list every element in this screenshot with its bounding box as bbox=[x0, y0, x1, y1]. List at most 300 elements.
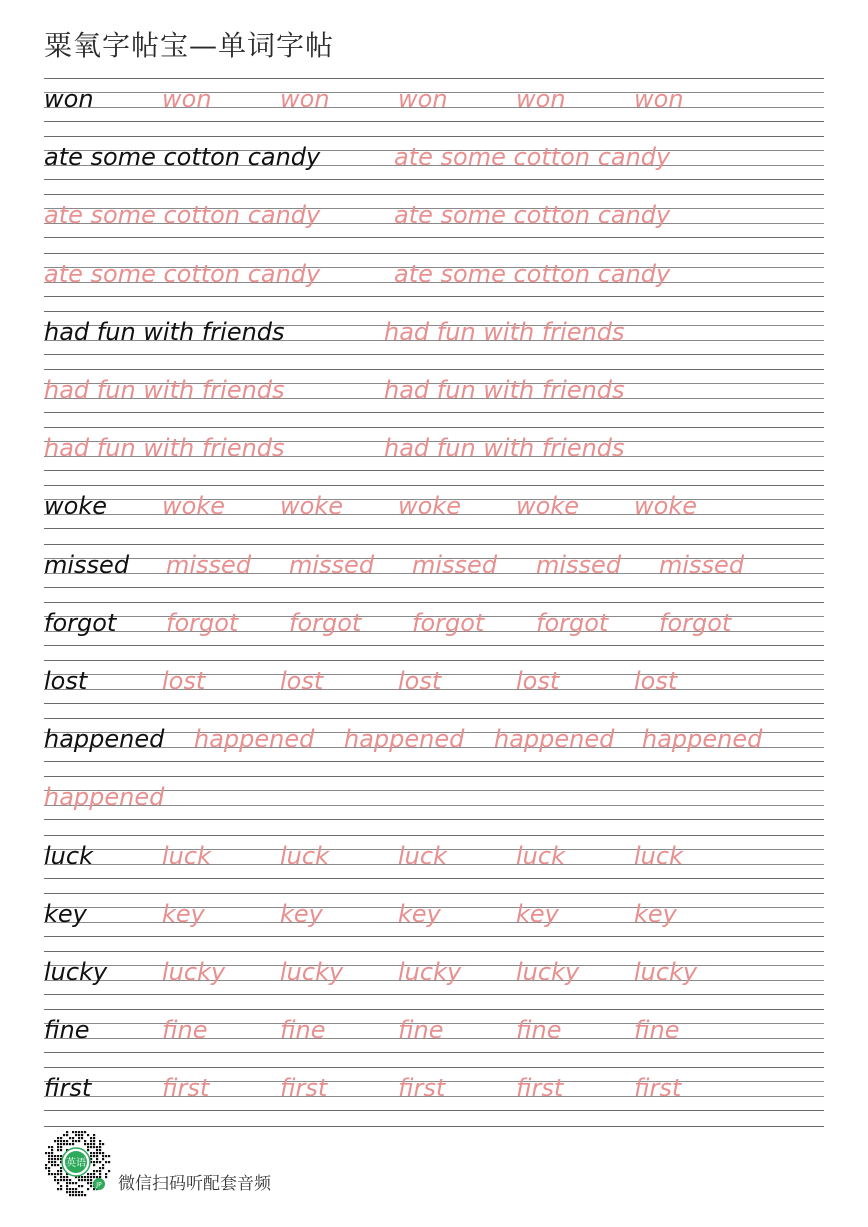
guide-line bbox=[44, 587, 824, 588]
trace-word: had fun with friends bbox=[384, 434, 625, 462]
qr-module bbox=[48, 1146, 50, 1148]
qr-module bbox=[57, 1149, 59, 1151]
qr-module bbox=[54, 1155, 56, 1157]
qr-module bbox=[75, 1182, 77, 1184]
qr-module bbox=[45, 1152, 47, 1154]
qr-module bbox=[75, 1188, 77, 1190]
qr-module bbox=[78, 1179, 80, 1181]
trace-word: happened bbox=[44, 783, 165, 811]
trace-word: missed bbox=[289, 551, 375, 579]
trace-word: key bbox=[280, 900, 323, 928]
qr-module bbox=[81, 1137, 83, 1139]
qr-module bbox=[78, 1191, 80, 1193]
qr-module bbox=[90, 1179, 92, 1181]
qr-module bbox=[99, 1167, 101, 1169]
qr-module bbox=[99, 1170, 101, 1172]
guide-line bbox=[44, 602, 824, 603]
qr-module bbox=[105, 1173, 107, 1175]
qr-module bbox=[72, 1143, 74, 1145]
qr-module bbox=[63, 1134, 65, 1136]
model-word: woke bbox=[44, 492, 107, 520]
guide-line bbox=[44, 237, 824, 238]
qr-module bbox=[75, 1191, 77, 1193]
guide-line bbox=[44, 1067, 824, 1068]
qr-module bbox=[90, 1137, 92, 1139]
qr-module bbox=[78, 1194, 80, 1196]
guide-line bbox=[44, 296, 824, 297]
qr-module bbox=[96, 1176, 98, 1178]
page-title: 粟氧字帖宝—单词字帖 bbox=[44, 29, 335, 62]
guide-line bbox=[44, 136, 824, 137]
guide-line bbox=[44, 893, 824, 894]
trace-word: forgot bbox=[659, 609, 732, 637]
guide-line bbox=[44, 1009, 824, 1010]
trace-word: ate some cotton candy bbox=[394, 260, 671, 288]
trace-word: happened bbox=[642, 725, 763, 753]
qr-module bbox=[51, 1152, 53, 1154]
qr-module bbox=[99, 1152, 101, 1154]
qr-module bbox=[84, 1176, 86, 1178]
trace-word: had fun with friends bbox=[384, 376, 625, 404]
qr-module bbox=[90, 1146, 92, 1148]
qr-module bbox=[75, 1134, 77, 1136]
practice-row bbox=[44, 544, 824, 602]
model-word: won bbox=[44, 85, 94, 113]
qr-module bbox=[90, 1152, 92, 1154]
qr-module bbox=[105, 1155, 107, 1157]
qr-module bbox=[48, 1155, 50, 1157]
qr-module bbox=[108, 1161, 110, 1163]
qr-module bbox=[51, 1146, 53, 1148]
trace-word: luck bbox=[634, 842, 683, 870]
guide-line bbox=[44, 179, 824, 180]
qr-module bbox=[57, 1164, 59, 1166]
qr-module bbox=[69, 1179, 71, 1181]
qr-module bbox=[54, 1140, 56, 1142]
trace-word: woke bbox=[516, 492, 579, 520]
qr-module bbox=[48, 1173, 50, 1175]
practice-row bbox=[44, 485, 824, 543]
qr-module bbox=[54, 1164, 56, 1166]
qr-module bbox=[84, 1131, 86, 1133]
qr-module bbox=[63, 1143, 65, 1145]
qr-module bbox=[102, 1155, 104, 1157]
qr-module bbox=[96, 1149, 98, 1151]
qr-module bbox=[81, 1131, 83, 1133]
qr-module bbox=[93, 1176, 95, 1178]
practice-row bbox=[44, 951, 824, 1009]
trace-word: woke bbox=[398, 492, 461, 520]
trace-word: won bbox=[634, 85, 684, 113]
model-word: lucky bbox=[44, 958, 108, 986]
qr-module bbox=[57, 1182, 59, 1184]
guide-line bbox=[44, 194, 824, 195]
qr-module bbox=[81, 1134, 83, 1136]
qr-module bbox=[45, 1164, 47, 1166]
guide-line bbox=[44, 776, 824, 777]
qr-module bbox=[57, 1140, 59, 1142]
guide-line bbox=[44, 835, 824, 836]
trace-word: key bbox=[516, 900, 559, 928]
practice-row bbox=[44, 427, 824, 485]
guide-line bbox=[44, 427, 824, 428]
guide-line bbox=[44, 485, 824, 486]
qr-badge-text: 英语 bbox=[66, 1158, 86, 1169]
qr-module bbox=[57, 1155, 59, 1157]
qr-module bbox=[66, 1131, 68, 1133]
trace-word: lucky bbox=[516, 958, 580, 986]
model-word: key bbox=[44, 900, 87, 928]
qr-module bbox=[60, 1140, 62, 1142]
guide-line bbox=[44, 121, 824, 122]
qr-module bbox=[93, 1152, 95, 1154]
trace-word: lost bbox=[280, 667, 324, 695]
trace-word: forgot bbox=[536, 609, 609, 637]
qr-module bbox=[66, 1188, 68, 1190]
qr-module bbox=[78, 1140, 80, 1142]
qr-module bbox=[51, 1164, 53, 1166]
footer-caption: 微信扫码听配套音频 bbox=[118, 1174, 271, 1194]
qr-module bbox=[48, 1170, 50, 1172]
qr-module bbox=[66, 1134, 68, 1136]
guide-line bbox=[44, 703, 824, 704]
guide-line bbox=[44, 718, 824, 719]
qr-module bbox=[72, 1188, 74, 1190]
qr-module bbox=[75, 1131, 77, 1133]
qr-module bbox=[108, 1155, 110, 1157]
qr-module bbox=[72, 1191, 74, 1193]
guide-line bbox=[44, 544, 824, 545]
qr-module bbox=[87, 1146, 89, 1148]
qr-module bbox=[63, 1179, 65, 1181]
qr-module bbox=[93, 1155, 95, 1157]
qr-module bbox=[81, 1176, 83, 1178]
qr-module bbox=[66, 1176, 68, 1178]
trace-word: ate some cotton candy bbox=[394, 143, 671, 171]
qr-module bbox=[69, 1194, 71, 1196]
qr-module bbox=[60, 1149, 62, 1151]
qr-module bbox=[81, 1185, 83, 1187]
trace-word: fine bbox=[280, 1016, 326, 1044]
qr-module bbox=[60, 1176, 62, 1178]
qr-module bbox=[57, 1188, 59, 1190]
qr-module bbox=[84, 1140, 86, 1142]
qr-module bbox=[96, 1158, 98, 1160]
trace-word: ate some cotton candy bbox=[44, 260, 321, 288]
guide-line bbox=[44, 1052, 824, 1053]
trace-word: key bbox=[398, 900, 441, 928]
qr-module bbox=[93, 1173, 95, 1175]
trace-word: first bbox=[398, 1074, 446, 1102]
qr-module bbox=[48, 1158, 50, 1160]
qr-module bbox=[87, 1134, 89, 1136]
practice-row bbox=[44, 893, 824, 951]
qr-module bbox=[51, 1149, 53, 1151]
qr-module bbox=[54, 1173, 56, 1175]
qr-module bbox=[69, 1191, 71, 1193]
trace-word: missed bbox=[412, 551, 498, 579]
qr-code-icon[interactable] bbox=[40, 1126, 112, 1198]
trace-word: had fun with friends bbox=[44, 376, 285, 404]
guide-line bbox=[44, 660, 824, 661]
qr-module bbox=[105, 1176, 107, 1178]
qr-module bbox=[93, 1143, 95, 1145]
practice-row bbox=[44, 776, 824, 834]
qr-module bbox=[54, 1158, 56, 1160]
trace-word: lucky bbox=[280, 958, 344, 986]
qr-module bbox=[84, 1143, 86, 1145]
qr-module bbox=[87, 1182, 89, 1184]
qr-module bbox=[102, 1164, 104, 1166]
practice-row bbox=[44, 718, 824, 776]
qr-module bbox=[57, 1137, 59, 1139]
qr-module bbox=[90, 1140, 92, 1142]
trace-word: lost bbox=[634, 667, 678, 695]
qr-module bbox=[87, 1176, 89, 1178]
practice-row bbox=[44, 253, 824, 311]
qr-module bbox=[105, 1161, 107, 1163]
qr-module bbox=[93, 1161, 95, 1163]
qr-module bbox=[54, 1179, 56, 1181]
qr-module bbox=[69, 1182, 71, 1184]
model-word: happened bbox=[44, 725, 165, 753]
trace-word: forgot bbox=[289, 609, 362, 637]
qr-module bbox=[57, 1146, 59, 1148]
qr-module bbox=[57, 1179, 59, 1181]
guide-line bbox=[44, 878, 824, 879]
qr-module bbox=[93, 1164, 95, 1166]
qr-module bbox=[60, 1155, 62, 1157]
practice-row bbox=[44, 369, 824, 427]
qr-module bbox=[66, 1191, 68, 1193]
guide-line bbox=[44, 369, 824, 370]
trace-word: lucky bbox=[398, 958, 462, 986]
trace-word: missed bbox=[166, 551, 252, 579]
practice-row bbox=[44, 602, 824, 660]
trace-word: first bbox=[516, 1074, 564, 1102]
qr-module bbox=[54, 1161, 56, 1163]
qr-module bbox=[93, 1146, 95, 1148]
trace-word: lucky bbox=[634, 958, 698, 986]
guide-line bbox=[44, 354, 824, 355]
qr-module bbox=[78, 1185, 80, 1187]
qr-module bbox=[90, 1176, 92, 1178]
trace-word: luck bbox=[398, 842, 447, 870]
qr-module bbox=[48, 1161, 50, 1163]
qr-module bbox=[87, 1143, 89, 1145]
trace-word: luck bbox=[162, 842, 211, 870]
qr-corner-badge-text: JP bbox=[96, 1181, 102, 1189]
qr-module bbox=[51, 1155, 53, 1157]
qr-module bbox=[48, 1167, 50, 1169]
trace-word: fine bbox=[398, 1016, 444, 1044]
qr-module bbox=[81, 1194, 83, 1196]
qr-module bbox=[102, 1152, 104, 1154]
trace-word: had fun with friends bbox=[384, 318, 625, 346]
qr-module bbox=[60, 1143, 62, 1145]
qr-module bbox=[99, 1176, 101, 1178]
qr-module bbox=[60, 1137, 62, 1139]
qr-module bbox=[99, 1146, 101, 1148]
qr-module bbox=[72, 1182, 74, 1184]
qr-module bbox=[87, 1188, 89, 1190]
qr-module bbox=[69, 1143, 71, 1145]
trace-word: lost bbox=[516, 667, 560, 695]
guide-line bbox=[44, 761, 824, 762]
qr-module bbox=[69, 1188, 71, 1190]
qr-module bbox=[96, 1155, 98, 1157]
trace-word: forgot bbox=[166, 609, 239, 637]
practice-row bbox=[44, 660, 824, 718]
model-word: had fun with friends bbox=[44, 318, 285, 346]
qr-module bbox=[78, 1134, 80, 1136]
guide-line bbox=[44, 528, 824, 529]
guide-line bbox=[44, 819, 824, 820]
qr-module bbox=[78, 1131, 80, 1133]
qr-module bbox=[99, 1140, 101, 1142]
trace-word: won bbox=[398, 85, 448, 113]
qr-module bbox=[96, 1161, 98, 1163]
qr-module bbox=[81, 1179, 83, 1181]
qr-module bbox=[102, 1143, 104, 1145]
trace-word: happened bbox=[194, 725, 315, 753]
qr-module bbox=[66, 1143, 68, 1145]
trace-word: luck bbox=[280, 842, 329, 870]
qr-module bbox=[60, 1185, 62, 1187]
qr-module bbox=[87, 1149, 89, 1151]
qr-module bbox=[84, 1179, 86, 1181]
model-word: missed bbox=[44, 551, 130, 579]
trace-word: ate some cotton candy bbox=[394, 201, 671, 229]
guide-line bbox=[44, 994, 824, 995]
qr-module bbox=[75, 1140, 77, 1142]
qr-module bbox=[66, 1179, 68, 1181]
practice-row bbox=[44, 1067, 824, 1125]
qr-module bbox=[63, 1176, 65, 1178]
qr-module bbox=[48, 1152, 50, 1154]
trace-word: woke bbox=[162, 492, 225, 520]
qr-module bbox=[72, 1131, 74, 1133]
qr-module bbox=[96, 1146, 98, 1148]
practice-row bbox=[44, 136, 824, 194]
qr-module bbox=[60, 1170, 62, 1172]
qr-module bbox=[90, 1173, 92, 1175]
model-word: lost bbox=[44, 667, 88, 695]
guide-line bbox=[44, 1110, 824, 1111]
trace-word: lost bbox=[398, 667, 442, 695]
qr-module bbox=[93, 1170, 95, 1172]
qr-module bbox=[99, 1161, 101, 1163]
practice-row bbox=[44, 194, 824, 252]
qr-module bbox=[93, 1134, 95, 1136]
qr-module bbox=[99, 1149, 101, 1151]
qr-module bbox=[72, 1137, 74, 1139]
qr-module bbox=[57, 1173, 59, 1175]
qr-module bbox=[60, 1188, 62, 1190]
guide-line bbox=[44, 78, 824, 79]
guide-line bbox=[44, 253, 824, 254]
qr-module bbox=[60, 1146, 62, 1148]
guide-line bbox=[44, 311, 824, 312]
qr-module bbox=[51, 1173, 53, 1175]
model-word: ate some cotton candy bbox=[44, 143, 321, 171]
trace-word: won bbox=[280, 85, 330, 113]
trace-word: first bbox=[634, 1074, 682, 1102]
practice-sheet bbox=[44, 0, 824, 1227]
guide-line bbox=[44, 936, 824, 937]
qr-module bbox=[87, 1179, 89, 1181]
trace-word: lucky bbox=[162, 958, 226, 986]
trace-word: key bbox=[162, 900, 205, 928]
trace-word: had fun with friends bbox=[44, 434, 285, 462]
trace-word: fine bbox=[634, 1016, 680, 1044]
qr-module bbox=[51, 1161, 53, 1163]
qr-module bbox=[57, 1158, 59, 1160]
qr-module bbox=[99, 1173, 101, 1175]
qr-module bbox=[84, 1194, 86, 1196]
qr-module bbox=[60, 1167, 62, 1169]
practice-row bbox=[44, 1009, 824, 1067]
qr-module bbox=[81, 1191, 83, 1193]
guide-line bbox=[44, 951, 824, 952]
model-word: forgot bbox=[44, 609, 117, 637]
trace-word: first bbox=[280, 1074, 328, 1102]
qr-module bbox=[90, 1143, 92, 1145]
qr-module bbox=[51, 1158, 53, 1160]
trace-word: woke bbox=[280, 492, 343, 520]
qr-module bbox=[108, 1170, 110, 1172]
model-word: luck bbox=[44, 842, 93, 870]
trace-word: forgot bbox=[412, 609, 485, 637]
practice-row bbox=[44, 78, 824, 136]
trace-word: ate some cotton candy bbox=[44, 201, 321, 229]
trace-word: fine bbox=[516, 1016, 562, 1044]
qr-module bbox=[63, 1140, 65, 1142]
qr-module bbox=[45, 1167, 47, 1169]
guide-line bbox=[44, 645, 824, 646]
qr-module bbox=[99, 1143, 101, 1145]
footer bbox=[40, 1126, 460, 1198]
trace-word: happened bbox=[344, 725, 465, 753]
trace-word: lost bbox=[162, 667, 206, 695]
practice-row bbox=[44, 835, 824, 893]
trace-word: luck bbox=[516, 842, 565, 870]
qr-module bbox=[90, 1182, 92, 1184]
qr-module bbox=[93, 1140, 95, 1142]
guide-line bbox=[44, 470, 824, 471]
qr-module bbox=[72, 1194, 74, 1196]
trace-word: key bbox=[634, 900, 677, 928]
qr-module bbox=[60, 1173, 62, 1175]
guide-line bbox=[44, 412, 824, 413]
trace-word: fine bbox=[162, 1016, 208, 1044]
trace-word: missed bbox=[659, 551, 745, 579]
qr-module bbox=[102, 1158, 104, 1160]
trace-word: missed bbox=[536, 551, 622, 579]
qr-module bbox=[93, 1137, 95, 1139]
qr-module bbox=[66, 1182, 68, 1184]
qr-module bbox=[102, 1167, 104, 1169]
qr-module bbox=[57, 1143, 59, 1145]
qr-module bbox=[90, 1185, 92, 1187]
trace-word: woke bbox=[634, 492, 697, 520]
trace-word: happened bbox=[494, 725, 615, 753]
qr-module bbox=[54, 1176, 56, 1178]
qr-module bbox=[78, 1137, 80, 1139]
model-word: fine bbox=[44, 1016, 90, 1044]
qr-module bbox=[90, 1155, 92, 1157]
qr-module bbox=[66, 1185, 68, 1187]
